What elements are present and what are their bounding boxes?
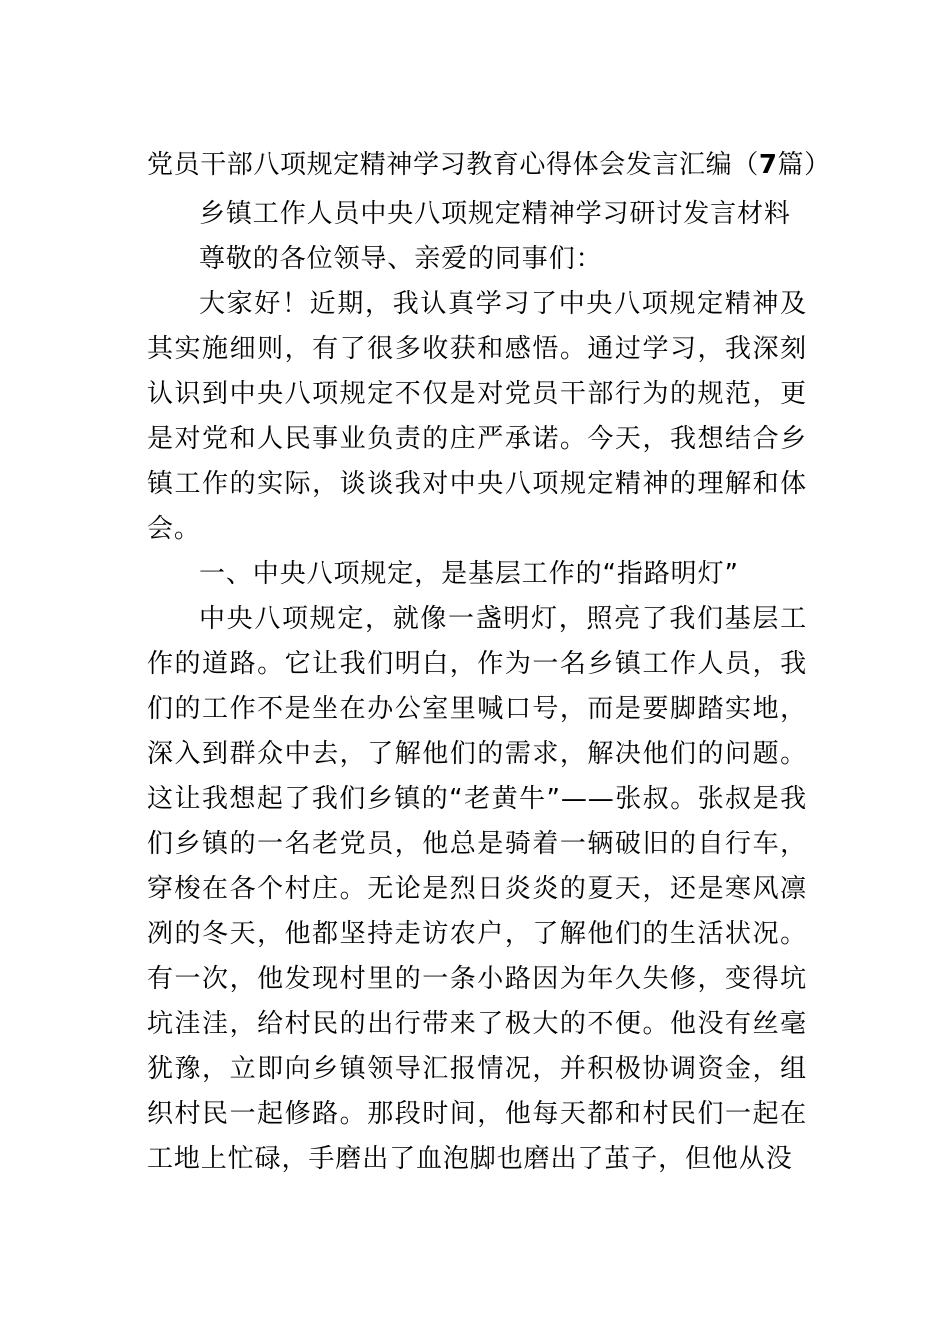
section-1-paragraph: 中央八项规定，就像一盏明灯，照亮了我们基层工作的道路。它让我们明白，作为一名乡镇工作人员，我们的工作不是坐在办公室里喊口号，而是要脚踏实地，深入到群众中去，了解他们的需求，解决他们的问题。这让我想起了我们乡镇的“老黄牛”——张叔。张叔是我们乡镇的一名老党员，他总是骑着一辆破旧的自行车，穿梭在各个村庄。无论是烈日炎炎的夏天，还是寒风凛冽的冬天，他都坚持走访农户，了解他们的生活状况。有一次，他发现村里的一条小路因为年久失修，变得坑坑洼洼，给村民的出行带来了极大的不便。他没有丝毫犹豫，立即向乡镇领导汇报情况，并积极协调资金，组织村民一起修路。那段时间，他每天都和村民们一起在工地上忙碌，手磨出了血泡脚也磨出了茧子，但他从没 [147,604,807,1174]
title-number: 7 [758,150,778,180]
document-title [147,147,847,183]
title-text-before: 党员干部八项规定精神学习教育心得体会发言汇编（ [147,150,759,180]
section-heading-1: 一、中央八项规定，是基层工作的“指路明灯” [199,559,739,589]
speech-subtitle: 乡镇工作人员中央八项规定精神学习研讨发言材料 [199,199,791,229]
intro-paragraph: 大家好！近期，我认真学习了中央八项规定精神及其实施细则，有了很多收获和感悟。通过学习，我深刻认识到中央八项规定不仅是对党员干部行为的规范，更是对党和人民事业负责的庄严承诺。今天，我想结合乡镇工作的实际，谈谈我对中央八项规定精神的理解和体会。 [147,289,807,544]
salutation: 尊敬的各位领导、亲爱的同事们： [199,244,603,274]
title-text-after: 篇） [777,150,831,180]
document-body [147,192,807,1182]
